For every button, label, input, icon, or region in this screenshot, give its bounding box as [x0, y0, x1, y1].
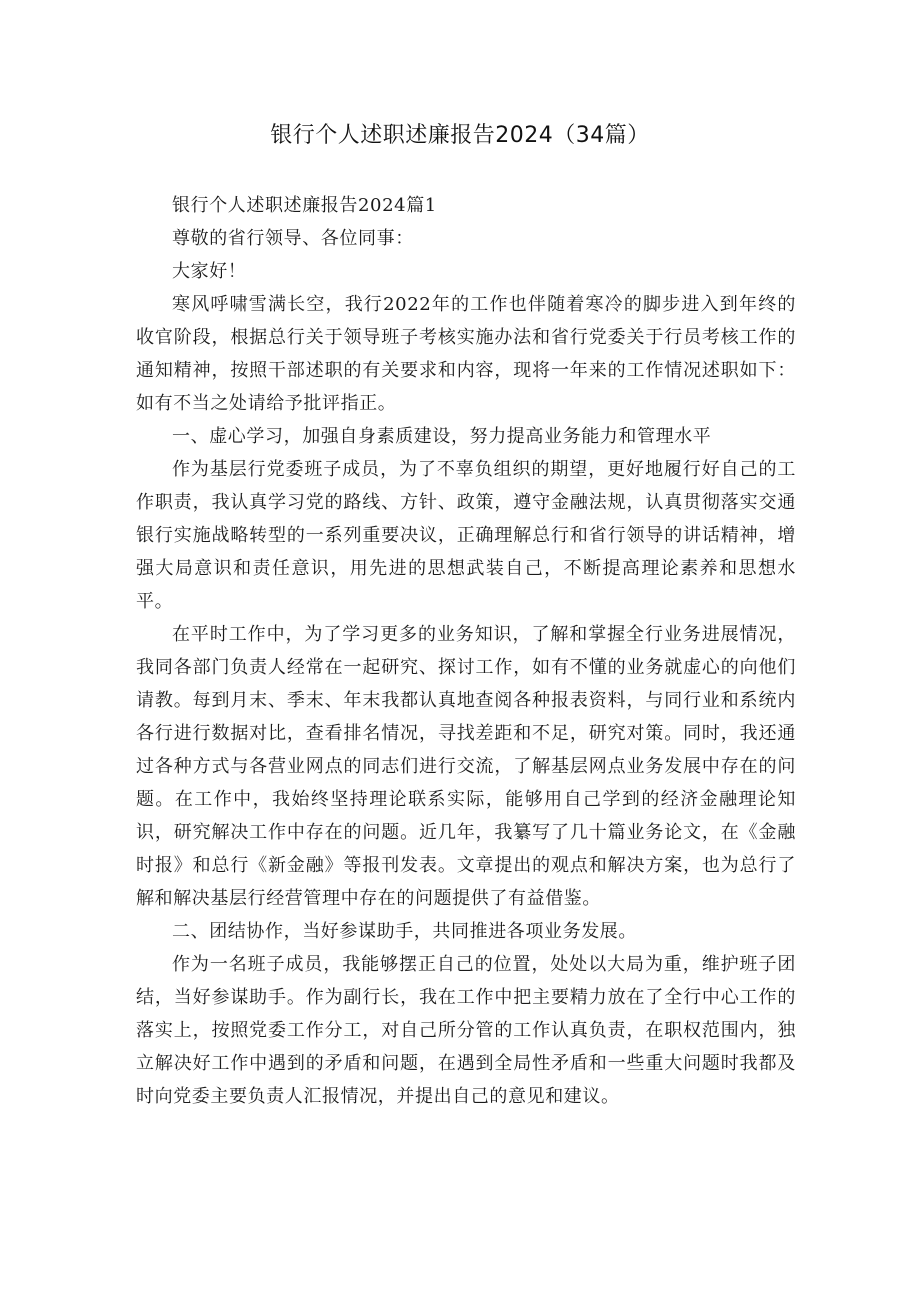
paragraph-intro: 寒风呼啸雪满长空，我行2022年的工作也伴随着寒冷的脚步进入到年终的收官阶段，根据总行关于领导班子考核实施办法和省行党委关于行员考核工作的通知精神，按照干部述职的有关要求和内容，现将一年来的工作情况述职如下：如有不当之处请给予批评指正。	[136, 294, 796, 414]
section-heading-2: 二、团结协作，当好参谋助手，共同推进各项业务发展。	[172, 921, 637, 942]
document-title: 银行个人述职述廉报告2024（34篇）	[270, 123, 650, 148]
paragraph-teamwork: 作为一名班子成员，我能够摆正自己的位置，处处以大局为重，维护班子团结，当好参谋助手。作为副行长，我在工作中把主要精力放在了全行中心工作的落实上，按照党委工作分工，对自己所分管的工作认真负责，在职权范围内，独立解决好工作中遇到的矛盾和问题，在遇到全局性矛盾和一些重大问题时我都及时向党委主要负责人汇报情况，并提出自己的意见和建议。	[136, 954, 796, 1107]
section-heading: 银行个人述职述廉报告2024篇1	[172, 195, 437, 216]
section-heading-1: 一、虚心学习，加强自身素质建设，努力提高业务能力和管理水平	[172, 426, 712, 447]
salutation: 尊敬的省行领导、各位同事：	[172, 228, 414, 249]
paragraph-study: 作为基层行党委班子成员，为了不辜负组织的期望，更好地履行好自己的工作职责，我认真学习党的路线、方针、政策，遵守金融法规，认真贯彻落实交通银行实施战略转型的一系列重要决议，正确理解总行和省行领导的讲话精神，增强大局意识和责任意识，用先进的思想武装自己，不断提高理论素养和思想水平。	[136, 459, 796, 612]
paragraph-work: 在平时工作中，为了学习更多的业务知识，了解和掌握全行业务进展情况，我同各部门负责人经常在一起研究、探讨工作，如有不懂的业务就虚心的向他们请教。每到月末、季末、年末我都认真地查阅各种报表资料，与同行业和系统内各行进行数据对比，查看排名情况，寻找差距和不足，研究对策。同时，我还通过各种方式与各营业网点的同志们进行交流，了解基层网点业务发展中存在的问题。在工作中，我始终坚持理论联系实际，能够用自己学到的经济金融理论知识，研究解决工作中存在的问题。近几年，我纂写了几十篇业务论文，在《金融时报》和总行《新金融》等报刊发表。文章提出的观点和解决方案，也为总行了解和解决基层行经营管理中存在的问题提供了有益借鉴。	[136, 624, 796, 909]
greeting: 大家好！	[172, 261, 247, 282]
document-body	[136, 189, 796, 1113]
